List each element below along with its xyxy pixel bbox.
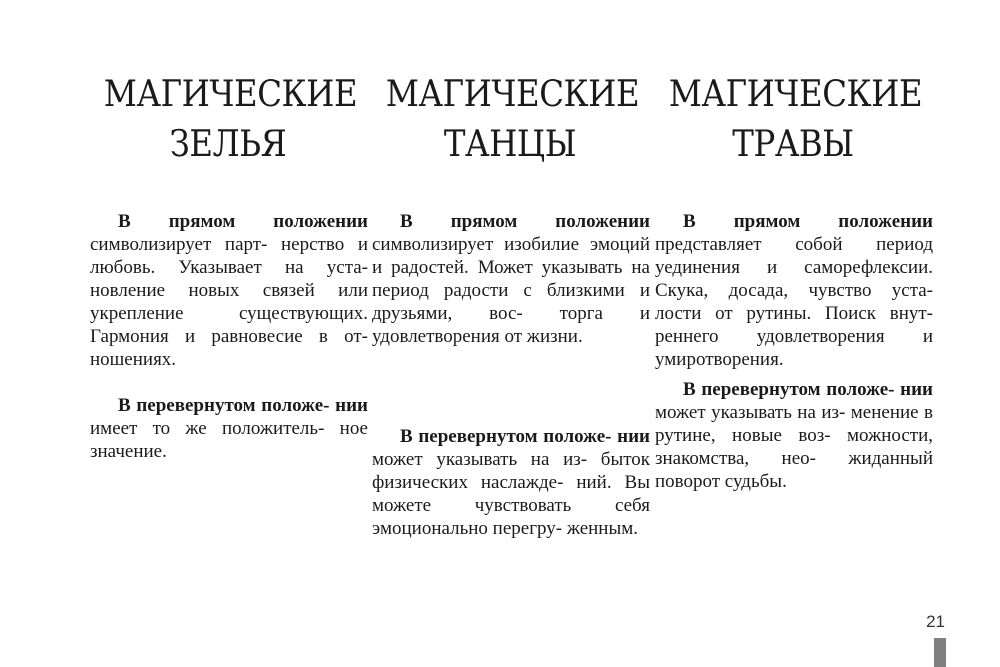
upright-label: В прямом положении [683, 211, 933, 232]
card-title-line-2: ТРАВЫ [732, 124, 854, 165]
reversed-text: может указывать на из- быток физических наслажде- ний. Вы можете чувствовать себя эмоционально перегру- женным. [372, 449, 650, 539]
reversed-label: В перевернутом положе- нии [400, 426, 650, 447]
card-title-line-1: МАГИЧЕСКИЕ [103, 74, 358, 115]
card-title [668, 70, 923, 170]
reversed-label: В перевернутом положе- нии [118, 395, 368, 416]
reversed-meaning [372, 425, 650, 540]
card-title-line-1: МАГИЧЕСКИЕ [668, 74, 923, 115]
upright-label: В прямом положении [118, 211, 368, 232]
card-title-line-1: МАГИЧЕСКИЕ [385, 74, 640, 115]
page-number: 21 [926, 612, 945, 631]
card-title [385, 70, 640, 170]
reversed-meaning [655, 378, 933, 493]
reversed-label: В перевернутом положе- нии [683, 379, 933, 400]
card-title-line-2: ЗЕЛЬЯ [169, 124, 287, 165]
upright-text: символизирует парт- нерство и любовь. Указывает на уста- новление новых связей или укрепление существующих. Гармония и равновесие в от- ношениях. [90, 234, 368, 370]
upright-text: символизирует изобилие эмоций и радостей. Может указывать на период радости с близкими и друзьями, вос- торга и удовлетворения от жизни. [372, 234, 650, 347]
card-column-dances [372, 70, 650, 539]
upright-text: представляет собой период уединения и саморефлексии. Скука, досада, чувство уста- лости от рутины. Поиск внут- реннего удовлетворения и умиротворения. [655, 234, 933, 370]
reversed-text: может указывать на из- менение в рутине, новые воз- можности, знакомства, нео- жиданный поворот судьбы. [655, 402, 933, 492]
card-column-potions [90, 70, 368, 462]
reversed-text: имеет то же положитель- ное значение. [90, 418, 368, 462]
card-title [103, 70, 358, 170]
reversed-meaning [90, 394, 368, 463]
upright-meaning [90, 210, 368, 371]
upright-meaning [655, 210, 933, 371]
card-column-herbs [655, 70, 933, 492]
card-title-line-2: ТАНЦЫ [443, 124, 577, 165]
upright-label: В прямом положении [400, 211, 650, 232]
upright-meaning [372, 210, 650, 348]
page-edge-tab [934, 638, 946, 667]
